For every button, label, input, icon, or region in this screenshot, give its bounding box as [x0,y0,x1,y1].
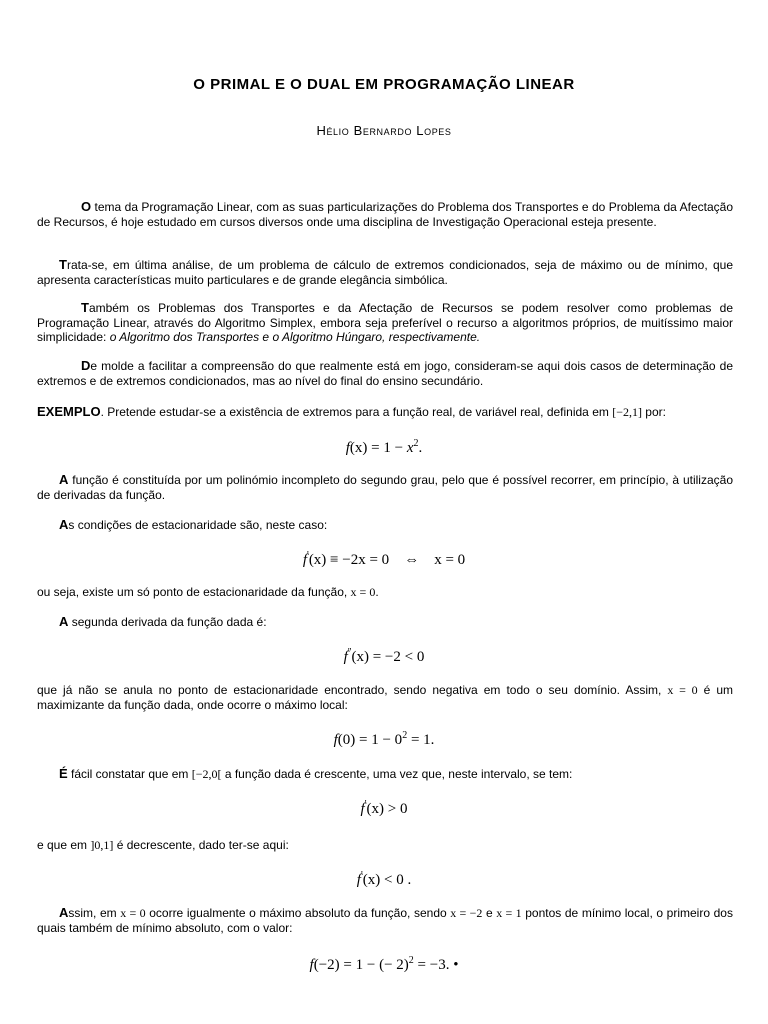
inline-math: x = 0 [120,906,146,920]
paragraph-initial: T [59,257,67,272]
paragraph-intro [37,200,733,229]
eq-right: x = 0 [434,552,466,568]
eq-exp: 2 [408,955,414,966]
inline-math: x = −2 [450,906,483,920]
paragraph-text: . Pretende estudar-se a existência de extremos para a função real, de variável real, definida em [100,405,613,419]
paragraph-text: s condições de estacionaridade são, neste caso: [68,518,328,532]
eq-exp: 2 [402,730,408,741]
eq-f: f [360,801,365,817]
equation-first-derivative [0,550,768,569]
paragraph-initial: O [81,199,92,214]
eq-end: . [418,440,423,456]
equation-second-derivative [0,647,768,666]
example-label: EXEMPLO [37,404,101,419]
paragraph-text: e [482,906,497,920]
eq-rest: (x) = −2 < 0 [351,649,425,665]
eq-f: f [345,440,350,456]
paragraph-text: . [375,585,379,599]
paragraph-initial: É [59,766,68,781]
equation-decreasing [0,870,768,889]
eq-rhs: = 1 − [367,440,407,456]
equation-increasing [0,799,768,818]
paragraph-initial: A [59,472,69,487]
paragraph-italic: o Algoritmo dos Transportes e o Algoritmo Húngaro, respectivamente. [109,330,481,345]
eq-end: = 1. [407,732,435,748]
paragraph-funcao [37,473,733,502]
eq-rest: (0) = 1 − 0 [337,732,403,748]
eq-f: f [302,552,307,568]
paragraph-text: ou seja, existe um só ponto de estacionaridade da função, [37,585,351,599]
paragraph-initial: A [59,905,69,920]
paragraph-text: ocorre igualmente o máximo absoluto da função, sendo [145,906,451,920]
eq-rest: (x) > 0 [366,801,408,817]
eq-f: f [333,732,338,748]
paragraph-text: tema da Programação Linear, com as suas particularizações do Problema dos Transportes e do Problema da Afectação de Recursos, é hoje estudado em cursos diversos onde uma disciplina de Investigação Operacional esteja presente. [37,200,733,229]
paragraph-text: e que em [37,838,91,852]
interval-math: [−2,0[ [191,767,222,781]
eq-f: f [356,872,361,888]
paragraph-facil [37,767,733,782]
eq-end: . [403,872,412,888]
paragraph-text: pontos de mínimo local, o primeiro dos quais também de mínimo absoluto, com o valor: [37,906,733,935]
eq-iff: ⇔ [404,552,420,568]
paragraph-anula [37,683,733,712]
paragraph-condicoes [37,518,733,533]
paragraph-tambem [37,301,733,345]
paragraph-molde [37,359,733,388]
paragraph-trata [37,258,733,287]
eq-end: = −3. [413,957,450,973]
inline-math: x = 0 [350,585,376,599]
eq-prime: ' [307,550,309,561]
end-bullet: • [453,957,459,973]
domain-interval: [−2,1] [612,405,642,419]
paragraph-assim [37,906,733,935]
equation-function [0,438,768,457]
paragraph-text: por: [641,405,666,419]
eq-rest: (x) < 0 [362,872,404,888]
inline-math: x = 1 [496,906,522,920]
paragraph-text: segunda derivada da função dada é: [68,615,267,629]
document-title: O PRIMAL E O DUAL EM PROGRAMAÇÃO LINEAR [193,76,575,93]
eq-prime: ' [360,870,363,881]
equation-min-value [0,955,768,974]
paragraph-text: ssim, em [68,906,121,920]
paragraph-decrescente [37,838,733,853]
eq-left: (x) ≡ −2x = 0 [308,552,390,568]
paragraph-text: função é constituída por um polinómio incompleto do segundo grau, pelo que é possível recorrer, em princípio, à utilização de derivadas da função. [37,473,733,502]
paragraph-text: rata-se, em última análise, de um problema de cálculo de extremos condicionados, seja de máximo ou de mínimo, que apresenta características muito particulares e de grande elegância simbólica. [37,258,733,287]
paragraph-segunda [37,615,733,630]
interval-math: ]0,1] [90,838,114,852]
paragraph-text: que já não se anula no ponto de estacionaridade encontrado, sendo negativa em todo o seu domínio. Assim, [37,683,668,697]
paragraph-initial: A [59,517,69,532]
eq-f: f [343,649,348,665]
paragraph-text: e molde a facilitar a compreensão do que realmente está em jogo, consideram-se aqui dois casos de determinação de extremos e de extremos condicionados, mas ao nível do final do ensino secundário. [37,359,733,388]
eq-arg: (x) [349,440,368,456]
example-heading [37,405,733,420]
eq-exp: 2 [413,438,419,449]
paragraph-text: é um maximizante da função dada, onde ocorre o máximo local: [37,683,733,712]
eq-prime: '' [347,647,352,658]
paragraph-text: fácil constatar que em [67,767,192,781]
paragraph-text: ambém os Problemas dos Transportes e da Afectação de Recursos se podem resolver como problemas de Programação Linear, através do Algoritmo Simplex, embora seja preferível o recurso a algoritmos próprios, de muitíssimo maior simplicidade: [37,301,733,345]
eq-f: f [309,957,314,973]
paragraph-text: a função dada é crescente, uma vez que, neste intervalo, se tem: [221,767,573,781]
paragraph-text: é decrescente, dado ter-se aqui: [113,838,289,852]
paragraph-ou-seja [37,585,733,600]
eq-rest: (−2) = 1 − (− 2) [313,957,409,973]
paragraph-initial: D [81,358,91,373]
eq-var: x [406,440,414,456]
inline-math: x = 0 [667,683,698,697]
paragraph-initial: A [59,614,69,629]
equation-max-value [0,730,768,749]
paragraph-initial: T [81,300,89,315]
document-author: Hélio Bernardo Lopes [316,123,452,138]
eq-prime: ' [364,799,367,810]
